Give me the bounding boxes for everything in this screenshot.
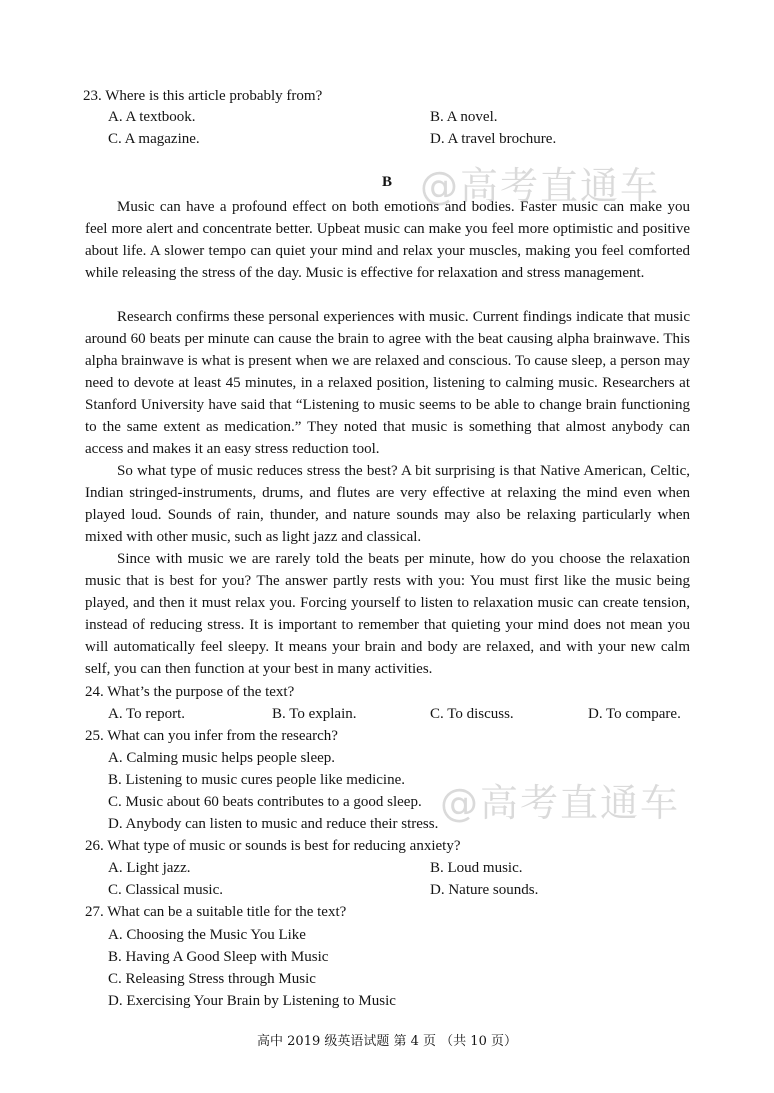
question-23-option-b: B. A novel. xyxy=(430,109,498,125)
question-25-stem: 25. What can you infer from the research? xyxy=(85,728,338,744)
question-23-option-a: A. A textbook. xyxy=(108,109,196,125)
section-heading: B xyxy=(381,174,392,190)
passage-paragraph-2: Research confirms these personal experiences with music. Current findings indicate that music around 60 beats per minute can cause the brain to agree with the beat causing alpha brainwave. This alpha brainwave is what is present when we are relaxed and conscious. To cause sleep, a person may need to devote at least 45 minutes, in a relaxed position, listening to calming music. Researchers at Stanford University have said that “Listening to music seems to be able to change brain functioning to the same extent as medication.” They noted that music is something that almost anybody can access and makes it an easy stress reduction tool. xyxy=(85,309,690,457)
watermark-bottom: @高考直通车 xyxy=(440,781,681,825)
question-24-option-b: B. To explain. xyxy=(272,706,357,722)
question-25-option-d: D. Anybody can listen to music and reduce their stress. xyxy=(108,816,439,832)
question-24-option-a: A. To report. xyxy=(108,706,185,722)
question-26-option-a: A. Light jazz. xyxy=(108,860,191,876)
question-24-option-c: C. To discuss. xyxy=(430,706,514,722)
passage-paragraph-4: Since with music we are rarely told the beats per minute, how do you choose the relaxation music that is best for you? The answer partly rests with you: You must first like the music being played, and then it must relax you. Forcing yourself to listen to relaxation music can create tension, instead of reducing stress. It is important to remember that quieting your mind does not mean you will automatically feel sleepy. It means your brain and body are relaxed, and with your new calm self, you can then function at your best in many activities. xyxy=(85,551,690,677)
question-27-option-a: A. Choosing the Music You Like xyxy=(108,927,306,943)
question-27-option-d: D. Exercising Your Brain by Listening to Music xyxy=(108,993,396,1009)
passage-paragraph-3: So what type of music reduces stress the best? A bit surprising is that Native American, Celtic, Indian stringed-instruments, drums, and flutes are very effective at relaxing the mind even when played loud. Sounds of rain, thunder, and nature sounds may also be relaxing particularly when mixed with other music, such as light jazz and classical. xyxy=(85,463,690,545)
question-26-option-b: B. Loud music. xyxy=(430,860,523,876)
question-24-stem: 24. What’s the purpose of the text? xyxy=(85,684,295,700)
question-26-option-d: D. Nature sounds. xyxy=(430,882,539,898)
watermark-top: @高考直通车 xyxy=(420,164,661,208)
question-25-option-a: A. Calming music helps people sleep. xyxy=(108,750,336,766)
question-25-option-b: B. Listening to music cures people like medicine. xyxy=(108,772,406,788)
question-27-option-b: B. Having A Good Sleep with Music xyxy=(108,949,329,965)
question-24-option-d: D. To compare. xyxy=(588,706,681,722)
page-footer: 高中 2019 级英语试题 第 4 页 （共 10 页） xyxy=(257,1034,517,1049)
question-25-option-c: C. Music about 60 beats contributes to a good sleep. xyxy=(108,794,422,810)
question-23-stem: 23. Where is this article probably from? xyxy=(83,88,323,104)
question-27-option-c: C. Releasing Stress through Music xyxy=(108,971,316,987)
question-23-option-c: C. A magazine. xyxy=(108,131,200,147)
question-23-option-d: D. A travel brochure. xyxy=(430,131,557,147)
question-26-stem: 26. What type of music or sounds is best for reducing anxiety? xyxy=(85,838,461,854)
question-27-stem: 27. What can be a suitable title for the text? xyxy=(85,904,347,920)
question-26-option-c: C. Classical music. xyxy=(108,882,223,898)
passage-paragraph-1: Music can have a profound effect on both emotions and bodies. Faster music can make you feel more alert and concentrate better. Upbeat music can make you feel more optimistic and positive about life. A slower tempo can quiet your mind and relax your muscles, making you feel comforted while releasing the stress of the day. Music is effective for relaxation and stress management. xyxy=(85,199,690,281)
